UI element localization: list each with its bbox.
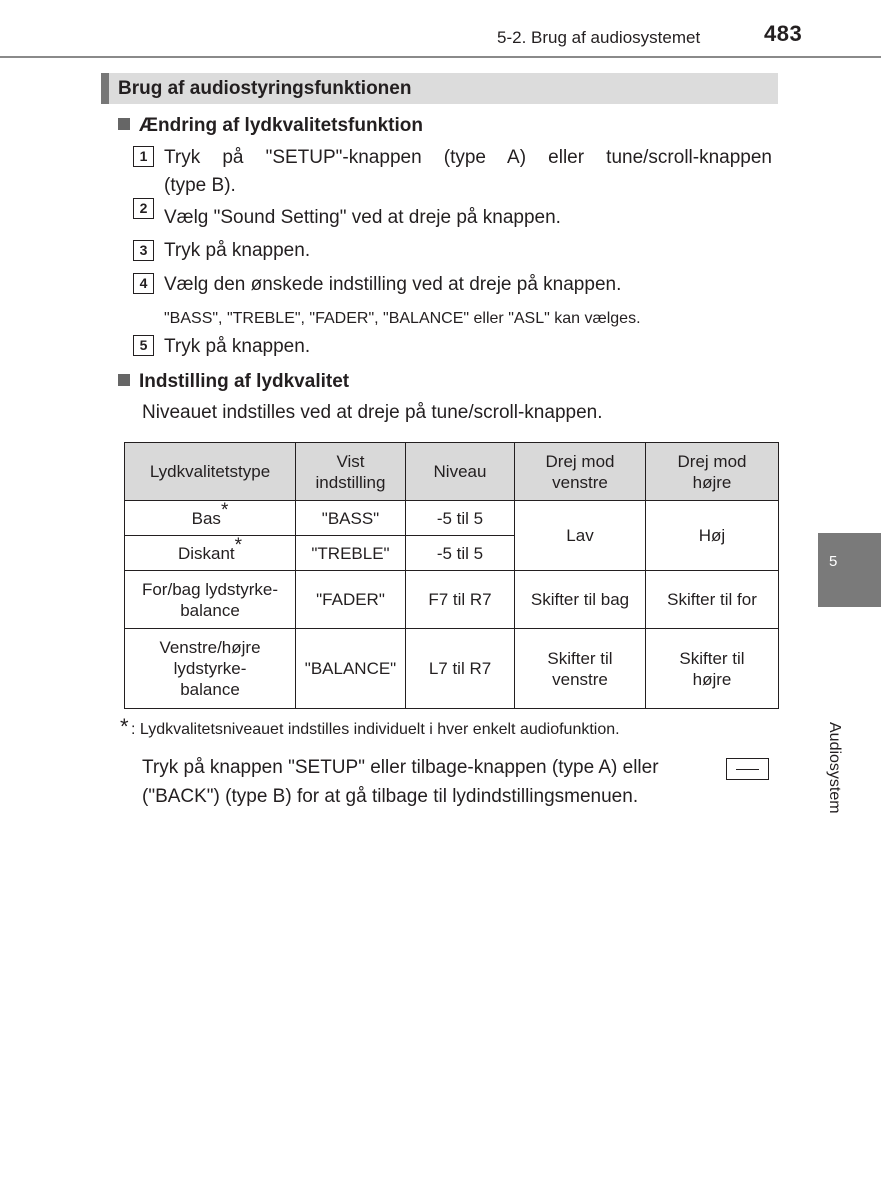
table-row <box>125 501 779 536</box>
table-cell-level: F7 til R7 <box>406 571 515 629</box>
table-cell-left: Skifter til bag <box>515 571 646 629</box>
sound-quality-table <box>124 442 779 709</box>
chapter-tab <box>818 533 881 607</box>
step-text-continued: (type B). <box>164 175 236 196</box>
subsection-heading <box>118 371 349 393</box>
column-header: Drej mod højre <box>646 443 779 501</box>
column-header: Drej mod venstre <box>515 443 646 501</box>
table-cell-left: Skifter til venstre <box>515 629 646 709</box>
table-cell-type: Venstre/højre lydstyrke- balance <box>125 629 296 709</box>
chapter-number: 5 <box>829 553 838 570</box>
section-title: Brug af audiostyringsfunktionen <box>118 78 412 99</box>
step-text: Tryk på knappen. <box>164 336 311 357</box>
square-bullet-icon <box>118 118 130 130</box>
section-title-bar <box>101 73 778 104</box>
step-number-box: 4 <box>133 273 154 294</box>
closing-text-continued: ("BACK") (type B) for at gå tilbage til lydindstillingsmenuen. <box>142 786 639 807</box>
step-text: Vælg den ønskede indstilling ved at dreje på knappen. <box>164 274 622 295</box>
step-number-box: 3 <box>133 240 154 261</box>
table-cell-type: For/bag lydstyrke- balance <box>125 571 296 629</box>
subsection-heading <box>118 115 423 137</box>
cell-text: Bas <box>191 508 221 528</box>
step-number-box: 1 <box>133 146 154 167</box>
table-cell-right: Skifter til for <box>646 571 779 629</box>
header-section-title: 5-2. Brug af audiosystemet <box>497 28 701 47</box>
table-cell-shown: "FADER" <box>296 571 406 629</box>
step-number-box: 2 <box>133 198 154 219</box>
footnote-marker: * <box>120 714 129 739</box>
subsection-title: Ændring af lydkvalitetsfunktion <box>139 115 423 136</box>
page-number: 483 <box>764 21 803 46</box>
header-rule <box>0 56 881 58</box>
table-cell-level: -5 til 5 <box>406 501 515 536</box>
table-cell-shown: "TREBLE" <box>296 536 406 571</box>
table-row <box>125 629 779 709</box>
table-header-row <box>125 443 779 501</box>
asterisk-marker: * <box>220 499 229 521</box>
step-text: Vælg "Sound Setting" ved at dreje på knappen. <box>164 207 561 228</box>
step-note: "BASS", "TREBLE", "FADER", "BALANCE" eller "ASL" kan vælges. <box>164 310 641 327</box>
column-header: Vist indstilling <box>296 443 406 501</box>
table-cell-level: -5 til 5 <box>406 536 515 571</box>
subsection-title: Indstilling af lydkvalitet <box>139 371 350 392</box>
square-bullet-icon <box>118 374 130 386</box>
table-cell-right: Skifter til højre <box>646 629 779 709</box>
table-row <box>125 571 779 629</box>
table-cell-right: Høj <box>646 501 779 571</box>
step-number-box: 5 <box>133 335 154 356</box>
back-button-icon <box>726 758 769 780</box>
table-cell-shown: "BALANCE" <box>296 629 406 709</box>
intro-text: Niveauet indstilles ved at dreje på tune/scroll-knappen. <box>142 402 603 423</box>
table-cell-shown: "BASS" <box>296 501 406 536</box>
step-text: Tryk på "SETUP"-knappen (type A) eller tune/scroll-knappen <box>164 147 772 168</box>
step-text: Tryk på knappen. <box>164 240 311 261</box>
chapter-label: Audiosystem <box>826 722 843 814</box>
table-cell-level: L7 til R7 <box>406 629 515 709</box>
table-cell-type <box>125 501 296 536</box>
asterisk-marker: * <box>234 534 243 556</box>
table-cell-type <box>125 536 296 571</box>
column-header: Niveau <box>406 443 515 501</box>
column-header: Lydkvalitetstype <box>125 443 296 501</box>
table-cell-left: Lav <box>515 501 646 571</box>
cell-text: Diskant <box>177 543 235 563</box>
footnote-text: : Lydkvalitetsniveauet indstilles individuelt i hver enkelt audiofunktion. <box>131 721 620 738</box>
closing-text: Tryk på knappen "SETUP" eller tilbage-knappen (type A) eller <box>142 757 659 778</box>
